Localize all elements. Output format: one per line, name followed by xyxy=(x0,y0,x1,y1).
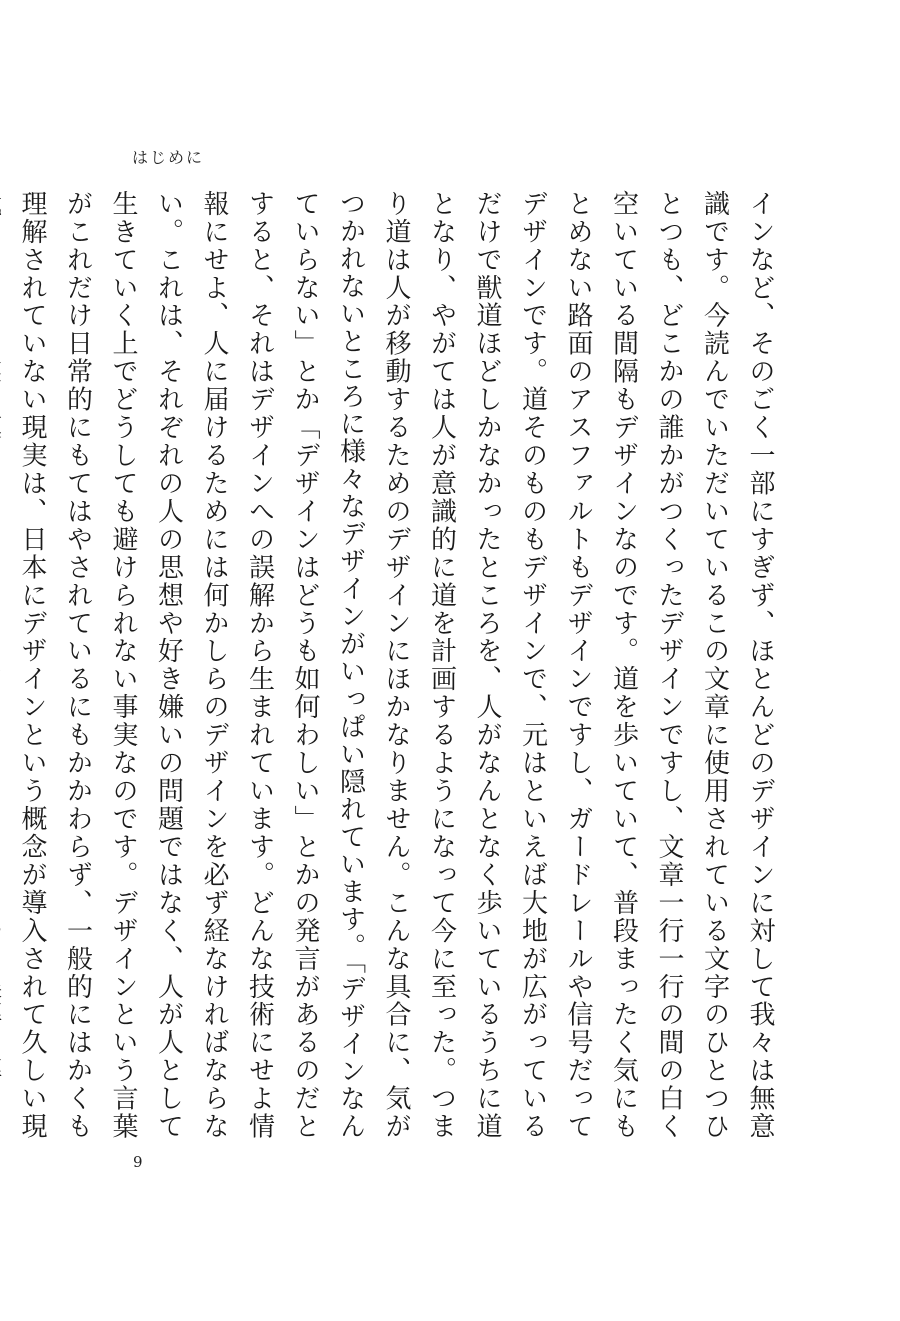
vertical-body-text: インなど、そのごく一部にすぎず、ほとんどのデザインに対して我々は無意識です。今読んでいただいているこの文章に使用されている文字のひとつひとつも、どこかの誰かがつくったデザインですし、文章一行一行の間の白く空いている間隔もデザインなのです。道を歩いていて、普段まったく気にもとめない路面のアスファルトもデザインですし、ガードレールや信号だってデザインです。道そのものもデザインで、元はといえば大地が広がっているだけで獣道ほどしかなかったところを、人がなんとなく歩いているうちに道となり、やがては人が意識的に道を計画するようになって今に至った。つまり道は人が移動するためのデザインにほかなりません。こんな具合に、気がつかれないところに様々なデザインがいっぱい隠れています。「デザインなんていらない」とか「デザインはどうも如何わしい」とかの発言があるのだとすると、それはデザインへの誤解から生まれています。どんな技術にせよ情報にせよ、人に届けるためには何かしらのデザインを必ず経なければならない。これは、それぞれの人の思想や好き嫌いの問題ではなく、人が人として生きていく上でどうしても避けられない事実なのです。デザインという言葉がこれだけ日常的にもてはやされているにもかかわらず、一般的にはかくも理解されていない現実は、日本にデザインという概念が導入されて久しい現 xyxy=(17,190,775,1140)
running-head: はじめに xyxy=(132,148,205,167)
page-number: 9 xyxy=(133,1153,143,1171)
